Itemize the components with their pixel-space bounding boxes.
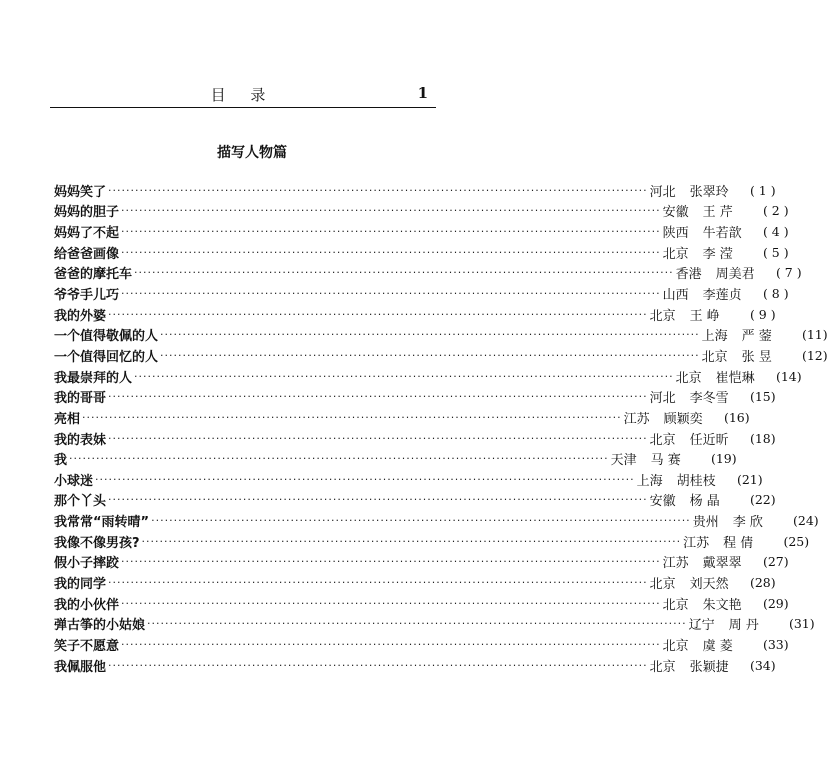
entry-title: 爸爸的摩托车 <box>54 267 133 283</box>
dot-leader: ························································································································ <box>121 225 661 239</box>
toc-entry <box>54 283 789 304</box>
entry-province: 江苏 <box>683 535 710 551</box>
dot-leader: ························································································································ <box>108 658 648 672</box>
toc-entry <box>54 448 737 469</box>
entry-page: (14) <box>775 368 802 384</box>
entry-province: 辽宁 <box>688 618 715 634</box>
dot-leader: ························································································································ <box>121 637 661 651</box>
toc-entry <box>54 510 819 531</box>
dot-leader: ························································································································ <box>141 534 682 548</box>
entry-page: ( 5 ) <box>762 244 789 260</box>
toc-entry <box>54 593 789 614</box>
entry-page: ( 8 ) <box>762 286 789 302</box>
toc-entry <box>54 345 828 366</box>
entry-title: 假小子摔跤 <box>54 556 120 572</box>
toc-entry <box>54 552 789 573</box>
dot-leader: ························································································································ <box>160 328 700 342</box>
dot-leader: ························································································································ <box>134 369 674 383</box>
entry-title: 我的小伙伴 <box>54 597 120 613</box>
dot-leader: ························································································································ <box>82 410 622 424</box>
entry-author: 任近昕 <box>689 432 729 448</box>
entry-province: 河北 <box>649 184 676 200</box>
toc-entry <box>54 490 776 511</box>
entry-author: 胡桂枝 <box>676 473 716 489</box>
entry-title: 我 <box>54 453 68 469</box>
entry-author: 李莲贞 <box>702 288 742 304</box>
dot-leader: ························································································································ <box>121 596 661 610</box>
entry-title: 笑子不愿意 <box>54 638 120 654</box>
entry-province: 天津 <box>610 453 637 469</box>
entry-title: 小球迷 <box>54 473 94 489</box>
entry-page: (29) <box>762 595 789 611</box>
toc-entry <box>54 634 789 655</box>
page-header <box>50 84 436 106</box>
dot-leader: ························································································································ <box>108 493 648 507</box>
dot-leader: ························································································································ <box>95 472 635 486</box>
dot-leader: ························································································································ <box>160 348 700 362</box>
entry-author: 王 峥 <box>689 308 720 324</box>
entry-author: 程 倩 <box>723 535 754 551</box>
section-title: 描写人物篇 <box>217 145 287 161</box>
entry-page: (19) <box>710 451 737 467</box>
entry-title: 我的同学 <box>54 576 107 592</box>
entry-province: 贵州 <box>692 515 719 531</box>
entry-author: 虞 菱 <box>702 638 733 654</box>
entry-title: 我的外婆 <box>54 308 107 324</box>
entry-title: 那个丫头 <box>54 494 107 510</box>
entry-title: 我最崇拜的人 <box>54 370 133 386</box>
entry-province: 北京 <box>649 576 676 592</box>
entry-title: 弹古筝的小姑娘 <box>54 618 146 634</box>
entry-title: 给爸爸画像 <box>54 246 120 262</box>
table-of-contents <box>54 180 828 675</box>
entry-author: 严 蓥 <box>741 329 772 345</box>
entry-title: 一个值得回忆的人 <box>54 349 159 365</box>
entry-author: 崔恺琳 <box>715 370 755 386</box>
entry-page: (31) <box>788 616 815 632</box>
entry-title: 妈妈了不起 <box>54 226 120 242</box>
toc-entry <box>54 469 763 490</box>
entry-author: 戴翠翠 <box>702 556 742 572</box>
entry-province: 江苏 <box>662 556 689 572</box>
toc-entry <box>54 242 789 263</box>
toc-entry <box>54 572 776 593</box>
entry-province: 山西 <box>662 288 689 304</box>
entry-title: 爷爷手儿巧 <box>54 288 120 304</box>
entry-page: ( 2 ) <box>762 203 789 219</box>
dot-leader: ························································································································ <box>147 617 687 631</box>
entry-page: (18) <box>749 430 776 446</box>
entry-province: 安徽 <box>662 205 689 221</box>
entry-province: 陕西 <box>662 226 689 242</box>
entry-province: 安徽 <box>649 494 676 510</box>
entry-province: 北京 <box>649 432 676 448</box>
toc-entry <box>54 428 776 449</box>
dot-leader: ························································································································ <box>121 204 661 218</box>
entry-author: 杨 晶 <box>689 494 720 510</box>
entry-author: 李 欣 <box>732 515 763 531</box>
toc-entry <box>54 407 750 428</box>
entry-page: (21) <box>736 471 763 487</box>
entry-author: 马 赛 <box>650 453 681 469</box>
entry-title: 我常常“雨转晴” <box>54 515 150 531</box>
entry-author: 周 丹 <box>728 618 759 634</box>
toc-entry <box>54 324 828 345</box>
entry-author: 王 芹 <box>702 205 733 221</box>
dot-leader: ························································································································ <box>108 575 648 589</box>
entry-title: 我佩服他 <box>54 659 107 675</box>
entry-page: (27) <box>762 554 789 570</box>
entry-province: 北京 <box>649 659 676 675</box>
entry-province: 上海 <box>701 329 728 345</box>
entry-title: 我的表妹 <box>54 432 107 448</box>
entry-title: 我像不像男孩? <box>54 535 140 551</box>
entry-province: 北京 <box>675 370 702 386</box>
entry-page: (16) <box>723 409 750 425</box>
dot-leader: ························································································································ <box>69 452 609 466</box>
entry-title: 妈妈的胆子 <box>54 205 120 221</box>
entry-province: 香港 <box>675 267 702 283</box>
toc-entry <box>54 221 789 242</box>
entry-page: (12) <box>801 347 828 363</box>
entry-author: 李冬雪 <box>689 391 729 407</box>
entry-author: 张 昱 <box>741 349 772 365</box>
toc-entry <box>54 613 815 634</box>
toc-entry <box>54 180 776 201</box>
entry-author: 张颖捷 <box>689 659 729 675</box>
dot-leader: ························································································································ <box>108 307 648 321</box>
dot-leader: ························································································································ <box>134 266 674 280</box>
dot-leader: ························································································································ <box>121 555 661 569</box>
entry-province: 上海 <box>636 473 663 489</box>
dot-leader: ························································································································ <box>121 287 661 301</box>
entry-author: 朱文艳 <box>702 597 742 613</box>
dot-leader: ························································································································ <box>108 183 648 197</box>
dot-leader: ························································································································ <box>151 514 691 528</box>
toc-entry <box>54 386 776 407</box>
entry-author: 顾颖奕 <box>663 411 703 427</box>
dot-leader: ························································································································ <box>121 245 661 259</box>
toc-entry <box>54 201 789 222</box>
entry-page: (11) <box>801 327 828 343</box>
entry-province: 河北 <box>649 391 676 407</box>
dot-leader: ························································································································ <box>108 431 648 445</box>
entry-page: ( 9 ) <box>749 306 776 322</box>
toc-entry <box>54 366 802 387</box>
entry-author: 刘天然 <box>689 576 729 592</box>
entry-province: 江苏 <box>623 411 650 427</box>
entry-author: 牛若歆 <box>702 226 742 242</box>
entry-province: 北京 <box>701 349 728 365</box>
entry-title: 妈妈笑了 <box>54 184 107 200</box>
entry-author: 张翠玲 <box>689 184 729 200</box>
toc-entry <box>54 304 776 325</box>
header-rule <box>50 107 436 108</box>
entry-title: 我的哥哥 <box>54 391 107 407</box>
entry-page: ( 1 ) <box>749 182 776 198</box>
entry-province: 北京 <box>662 638 689 654</box>
entry-page: (15) <box>749 389 776 405</box>
entry-province: 北京 <box>662 597 689 613</box>
entry-page: (28) <box>749 574 776 590</box>
entry-page: ( 4 ) <box>762 224 789 240</box>
entry-title: 一个值得敬佩的人 <box>54 329 159 345</box>
toc-entry <box>54 263 802 284</box>
entry-page: ( 7 ) <box>775 265 802 281</box>
entry-page: (24) <box>793 513 819 529</box>
entry-page: (34) <box>749 657 776 673</box>
dot-leader: ························································································································ <box>108 390 648 404</box>
entry-province: 北京 <box>662 246 689 262</box>
entry-author: 周美君 <box>715 267 755 283</box>
toc-entry <box>54 655 776 676</box>
page-number: 1 <box>417 84 428 102</box>
entry-province: 北京 <box>649 308 676 324</box>
entry-page: (25) <box>783 533 810 549</box>
entry-author: 李 滢 <box>702 246 733 262</box>
entry-title: 亮相 <box>54 411 81 427</box>
entry-page: (22) <box>749 492 776 508</box>
header-title: 目 录 <box>210 86 276 104</box>
toc-entry <box>54 531 810 552</box>
entry-page: (33) <box>762 636 789 652</box>
